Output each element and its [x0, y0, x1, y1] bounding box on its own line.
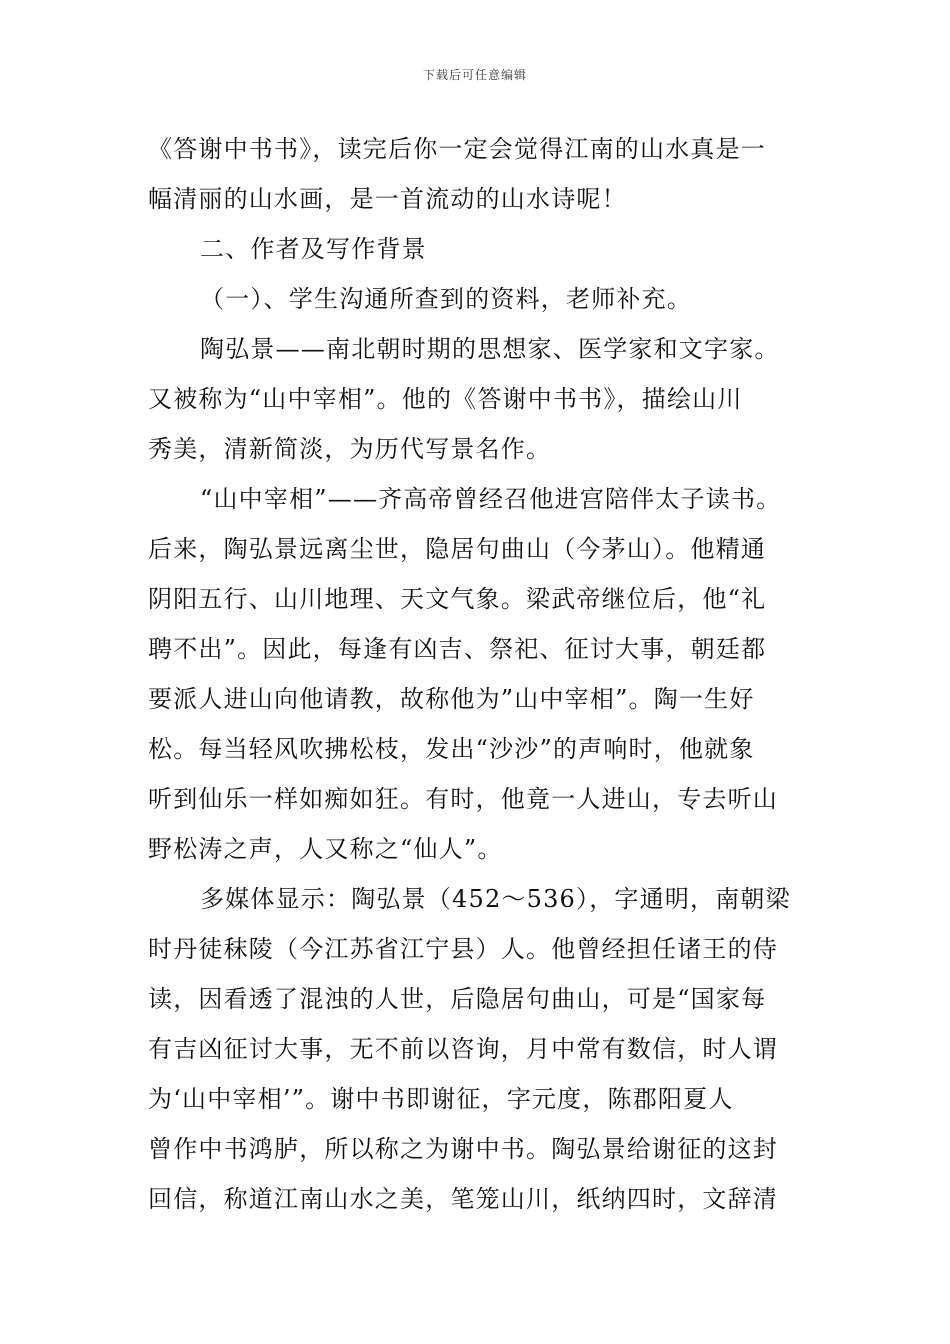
text-line: 曾作中书鸿胪，所以称之为谢中书。陶弘景给谢征的这封 — [148, 1135, 778, 1163]
text-line: 回信，称道江南山水之美，笔笼山川，纸纳四时，文辞清 — [148, 1185, 778, 1213]
text-line: 聘不出”。因此，每逢有凶吉、祭祀、征讨大事，朝廷都 — [148, 635, 767, 663]
section-heading — [148, 224, 808, 274]
text-line: 陶弘景——南北朝时期的思想家、医学家和文字家。 — [200, 335, 780, 363]
text-line: “山中宰相”——齐高帝曾经召他进宫陪伴太子读书。 — [200, 485, 782, 513]
text-line: 后来，陶弘景远离尘世，隐居句曲山（今茅山）。他精通 — [148, 535, 766, 563]
text-line: 听到仙乐一样如痴如狂。有时，他竟一人进山，专去听山 — [148, 785, 778, 813]
paragraph-multimedia — [148, 874, 808, 1224]
text-line: 有吉凶征讨大事，无不前以咨询，月中常有数信，时人谓 — [148, 1035, 778, 1063]
text-line: 松。每当轻风吹拂松枝，发出“沙沙”的声响时，他就象 — [148, 735, 755, 763]
page-header: 下载后可任意编辑 — [422, 68, 527, 82]
text-line: 阴阳五行、山川地理、天文气象。梁武帝继位后，他“礼 — [148, 585, 767, 613]
text-line: 秀美，清新简淡，为历代写景名作。 — [148, 435, 552, 463]
text-line: 野松涛之声，人又称之“仙人”。 — [148, 835, 503, 863]
text-line: 幅清丽的山水画，是一首流动的山水诗呢！ — [148, 185, 627, 213]
text-line: （一）、学生沟通所查到的资料，老师补充。 — [200, 285, 692, 313]
text-line: 读，因看透了混浊的人世，后隐居句曲山，可是“国家每 — [148, 985, 767, 1013]
text-line: 为‘山中宰相’”。谢中书即谢征，字元度，陈郡阳夏人 — [148, 1085, 734, 1113]
text-line: 多媒体显示：陶弘景（452～536），字通明，南朝梁 — [200, 885, 791, 913]
text-line: 《答谢中书书》，读完后你一定会觉得江南的山水真是一 — [148, 135, 766, 163]
paragraph-author-intro — [148, 324, 808, 474]
text-line: 又被称为“山中宰相”。他的《答谢中书书》，描绘山川 — [148, 385, 743, 413]
paragraph-intro-continuation — [148, 124, 808, 224]
paragraph-mountain-premier — [148, 474, 808, 874]
document-body — [148, 124, 808, 1224]
text-line: 二、作者及写作背景 — [200, 235, 427, 263]
subsection-heading — [148, 274, 808, 324]
text-line: 要派人进山向他请教，故称他为”山中宰相”。陶一生好 — [148, 685, 755, 713]
text-line: 时丹徒秣陵（今江苏省江宁县）人。他曾经担任诸王的侍 — [148, 935, 778, 963]
